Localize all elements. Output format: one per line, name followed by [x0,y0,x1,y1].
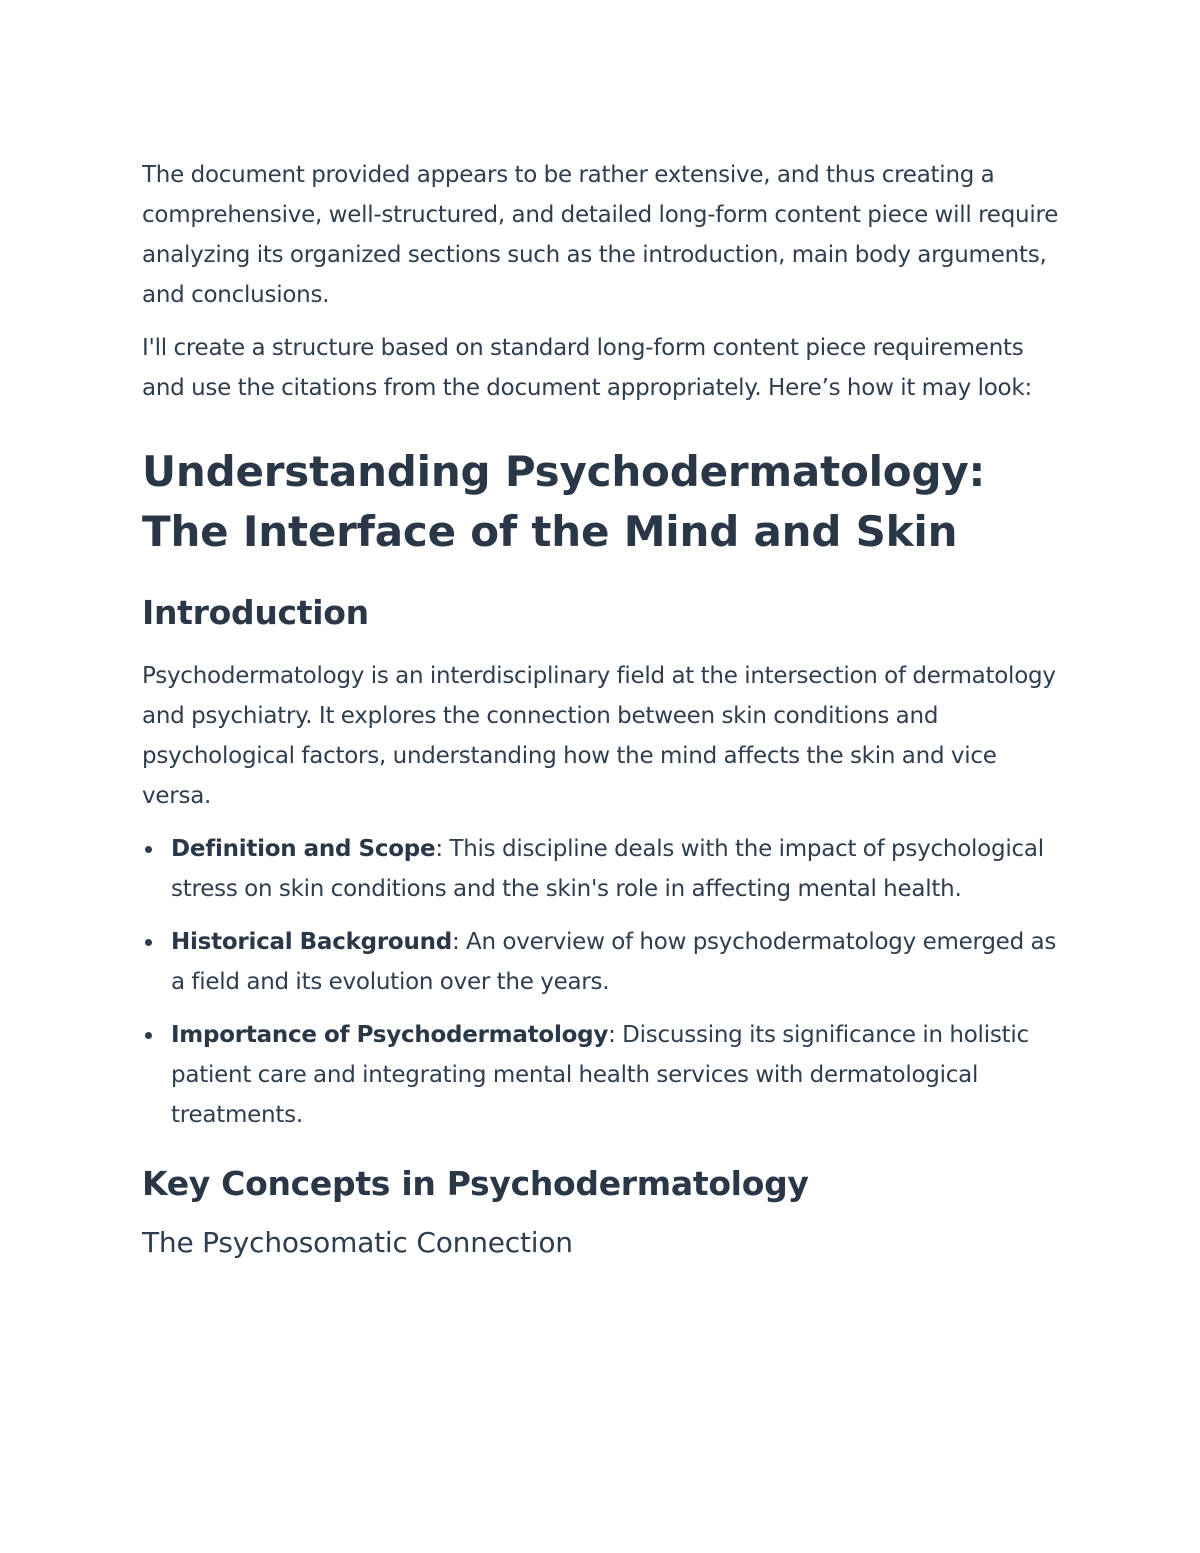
bullet-term: Historical Background [171,929,452,955]
bullet-term: Importance of Psychodermatology [171,1022,609,1048]
bullet-text: : Discussing its significance in holistic patient care and integrating mental health services with dermatological treatments. [171,1022,1029,1128]
bullet-text: : This discipline deals with the impact of psychological stress on skin conditions and the skin's role in affecting mental health. [171,836,1044,902]
list-item-definition-scope [142,829,1060,909]
list-item-importance [142,1015,1060,1135]
psychosomatic-connection-subheading: The Psychosomatic Connection [142,1226,573,1259]
bullet-dot-icon [145,939,152,946]
intro-paragraph-1: The document provided appears to be rather extensive, and thus creating a comprehensive, well-structured, and detailed long-form content piece will require analyzing its organized sections such as the introduction, main body arguments, and conclusions. [142,162,1059,308]
document-title-line-2: The Interface of the Mind and Skin [142,507,958,556]
bullet-dot-icon [145,846,152,853]
introduction-heading: Introduction [142,593,369,632]
bullet-term: Definition and Scope [171,836,436,862]
introduction-bullet-list [142,829,1060,1135]
intro-paragraph-2: I'll create a structure based on standard long-form content piece requirements and use the citations from the document appropriately. Here’s how it may look: [142,335,1032,401]
bullet-text: : An overview of how psychodermatology emerged as a field and its evolution over the years. [171,929,1057,995]
list-item-historical-background [142,922,1060,1002]
introduction-paragraph: Psychodermatology is an interdisciplinary field at the intersection of dermatology and psychiatry. It explores the connection between skin conditions and psychological factors, understanding how the mind affects the skin and vice versa. [142,663,1056,809]
bullet-dot-icon [145,1032,152,1039]
document-title [142,442,1060,562]
key-concepts-heading: Key Concepts in Psychodermatology [142,1164,809,1203]
document-title-line-1: Understanding Psychodermatology: [142,447,986,496]
